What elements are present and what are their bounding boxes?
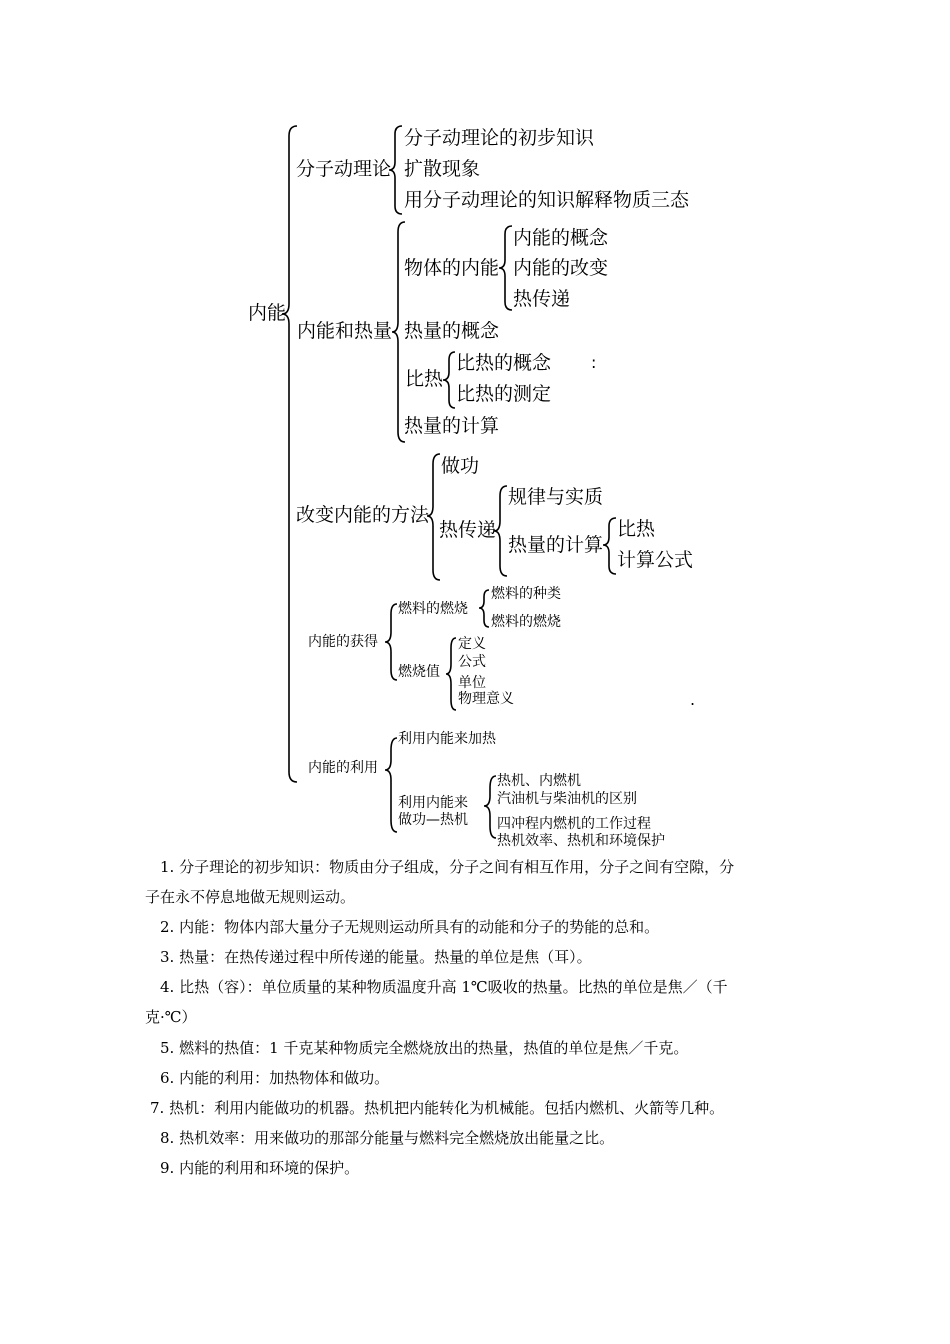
molecular-item: 扩散现象 [404, 158, 481, 180]
node-work: 做功 [441, 455, 480, 477]
root-node: 内能 [248, 302, 287, 324]
node-specific-heat: 比热 [405, 368, 444, 390]
node-heat-transfer: 热传递 [439, 519, 497, 541]
note-line: 9. 内能的利用和环境的保护。 [160, 1159, 360, 1177]
node-use-energy: 内能的利用 [308, 760, 378, 776]
engine-sub-item: 热机效率、热机和环境保护 [497, 833, 665, 849]
calc-sub-item: 比热 [617, 518, 656, 540]
engine-sub-item: 热机、内燃机 [497, 773, 581, 789]
value-sub-item: 单位 [458, 675, 486, 691]
brace-value [446, 638, 456, 710]
internal-sub-item: 内能的改变 [513, 257, 609, 279]
note-line: 4. 比热（容）：单位质量的某种物质温度升高 1℃吸收的热量。比热的单位是焦／（千 [160, 978, 728, 996]
value-sub-item: 公式 [458, 654, 486, 670]
value-sub-item: 定义 [458, 636, 486, 652]
calc-sub-item: 计算公式 [617, 549, 694, 571]
engine-sub-item: 汽油机与柴油机的区别 [497, 791, 637, 807]
node-internal-energy-heat: 内能和热量 [297, 320, 393, 342]
node-fuel-burning: 燃料的燃烧 [398, 601, 468, 617]
node-use-heating: 利用内能来加热 [398, 731, 496, 747]
burning-sub-item: 燃料的种类 [491, 586, 561, 602]
molecular-item: 分子动理论的初步知识 [404, 127, 595, 149]
stray-dot: . [690, 690, 696, 709]
value-sub-item: 物理意义 [458, 691, 514, 707]
specific-sub-item: 比热的概念 [456, 352, 552, 374]
brace-use [385, 738, 397, 832]
node-object-internal-energy: 物体的内能 [404, 257, 500, 279]
burning-sub-item: 燃料的燃烧 [491, 614, 561, 630]
note-line: 7. 热机：利用内能做功的机器。热机把内能转化为机械能。包括内燃机、火箭等几种。 [150, 1099, 725, 1117]
note-line: 3. 热量：在热传递过程中所传递的能量。热量的单位是焦（耳）。 [160, 948, 592, 966]
note-line: 2. 内能：物体内部大量分子无规则运动所具有的动能和分子的势能的总和。 [160, 918, 660, 936]
specific-sub-item: 比热的测定 [456, 383, 552, 405]
note-line: 克·℃） [145, 1008, 197, 1026]
internal-sub-item: 内能的概念 [513, 227, 609, 249]
internal-sub-item: 热传递 [513, 288, 571, 310]
note-line: 子在永不停息地做无规则运动。 [145, 888, 356, 906]
node-use-work-line1: 利用内能来 [398, 795, 468, 811]
stray-dots: : [591, 353, 597, 372]
molecular-item: 用分子动理论的知识解释物质三态 [404, 189, 690, 211]
node-obtain-energy: 内能的获得 [308, 634, 378, 650]
note-line: 8. 热机效率：用来做功的那部分能量与燃料完全燃烧放出能量之比。 [160, 1129, 615, 1147]
engine-sub-item: 四冲程内燃机的工作过程 [497, 816, 651, 832]
node-law-essence: 规律与实质 [508, 486, 604, 508]
brace-specific [443, 352, 455, 408]
brace-burning [479, 590, 489, 627]
brace-root [282, 126, 297, 782]
note-line: 1. 分子理论的初步知识：物质由分子组成，分子之间有相互作用，分子之间有空隙，分 [160, 858, 735, 876]
node-change-methods: 改变内能的方法 [296, 504, 430, 526]
node-use-work-line2: 做功—热机 [398, 812, 468, 828]
node-heat-concept: 热量的概念 [404, 320, 500, 342]
node-heating-value: 燃烧值 [398, 664, 440, 680]
node-molecular-theory: 分子动理论 [296, 158, 392, 180]
node-calc: 热量的计算 [508, 534, 604, 556]
note-line: 6. 内能的利用：加热物体和做功。 [160, 1069, 390, 1087]
node-heat-calculation: 热量的计算 [404, 415, 500, 437]
note-line: 5. 燃料的热值：1 千克某种物质完全燃烧放出的热量，热值的单位是焦／千克。 [160, 1039, 689, 1057]
brace-internal [499, 226, 512, 310]
brace-calc [603, 518, 616, 574]
brace-engine [484, 776, 496, 838]
brace-obtain [385, 604, 397, 680]
